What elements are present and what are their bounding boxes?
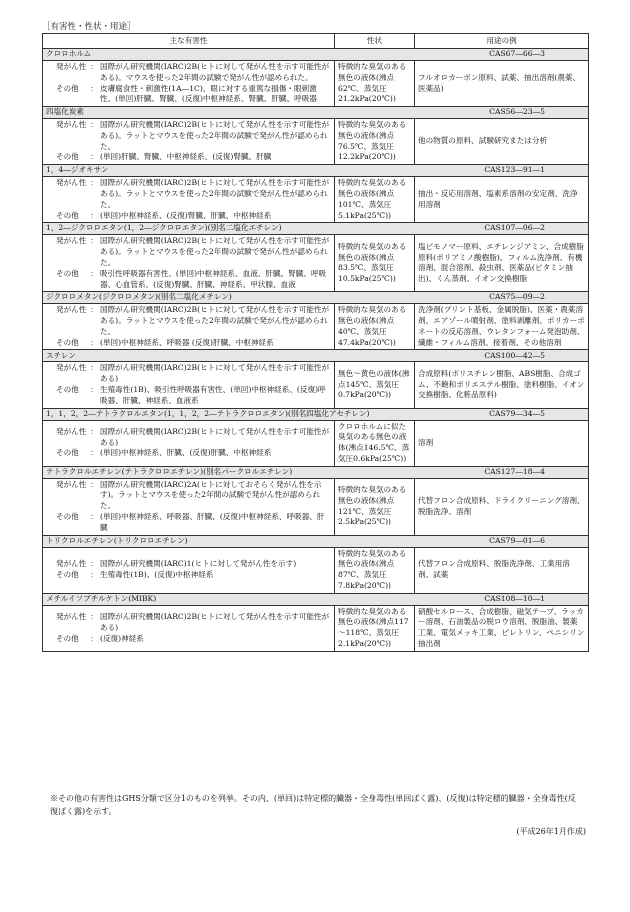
other-label: その他 [56, 384, 79, 394]
cas-number: CAS79―01―6 [489, 535, 545, 545]
chemical-name-cell [43, 350, 589, 362]
chemical-name-row [43, 535, 589, 547]
property-cell: 特徴的な臭気のある無色の液体(沸点76.5℃、蒸気圧12.2kPa(20℃)) [335, 119, 415, 165]
chemical-detail-row [43, 61, 589, 107]
other-hazard-text: (単回)中枢神経系、呼吸器 (反復)肝臓、中枢神経系 [100, 337, 274, 347]
chemical-detail-row [43, 362, 589, 408]
chemical-name: 1，2―ジクロロエタン(1，2―ジクロロエタン)(別名二塩化エチレン) [46, 223, 282, 233]
chemical-name-row [43, 107, 589, 119]
carcinogenic-text: 国際がん研究機関(IARC)2B(ヒトに対して発がん性を示す可能性がある) [100, 612, 330, 632]
chemical-name-row [43, 49, 589, 61]
use-cell: 硝酸セルロース、合成樹脂、磁気テープ、ラッカー溶剤、石油製品の脱ロウ溶剤、脱脂油、製薬工業、電気メッキ工業、ピレトリン、ペニシリン抽出剤 [415, 605, 589, 651]
table-caption: ［有害性・性状・用途］ [42, 22, 136, 32]
colon: ： [90, 512, 98, 521]
chemical-name: テトラクロルエチレン(テトラクロロエチレン)(別名パークロルエチレン) [46, 466, 293, 476]
colon: ： [90, 633, 98, 643]
other-hazard-text: (単回)中枢神経系、肝臓、(反復)肝臓、中枢神経系 [100, 448, 272, 458]
hazard-cell [43, 547, 335, 593]
hazard-cell [43, 119, 335, 165]
colon: ： [90, 120, 98, 130]
chemical-name: 1，1，2，2―テトラクロルエタン(1，1，2，2―テトラクロロエタン)(別名四塩化アセチレン) [46, 408, 370, 418]
chemical-detail-row [43, 420, 589, 466]
colon: ： [90, 426, 98, 436]
colon: ： [90, 83, 98, 93]
chemical-name-cell [43, 466, 589, 478]
colon: ： [90, 612, 98, 622]
property-cell: 特徴的な臭気のある無色の液体(沸点62℃、蒸気圧21.2kPa(20℃)) [335, 61, 415, 107]
colon: ： [90, 178, 98, 188]
chemical-name-row [43, 593, 589, 605]
carcinogenic-label: 発がん性 [56, 62, 87, 71]
property-cell: 特徴的な臭気のある無色の液体(沸点40℃、蒸気圧47.4kPa(20℃)) [335, 304, 415, 350]
chemical-name-cell [43, 107, 589, 119]
chemical-name-row [43, 165, 589, 177]
colon: ： [90, 152, 98, 162]
carcinogenic-label: 発がん性 [56, 236, 87, 246]
carcinogenic-text: 国際がん研究機関(IARC)1(ヒトに対して発がん性を示す) [100, 559, 297, 569]
colon: ： [90, 363, 98, 373]
hazard-cell [43, 177, 335, 223]
cas-number: CAS67―66―3 [489, 49, 545, 59]
other-label: その他 [56, 152, 79, 162]
chemical-detail-row [43, 235, 589, 292]
colon: ： [90, 479, 98, 489]
hazard-cell [43, 61, 335, 107]
use-cell: 代替フロン合成原料、脱脂洗浄剤、工業用溶剤、試薬 [415, 547, 589, 593]
creation-date: (平成26年1月作成) [516, 827, 586, 836]
property-cell: 特徴的な臭気のある無色の液体(沸点87℃、蒸気圧7.8kPa(20℃)) [335, 547, 415, 593]
chemical-name-row [43, 223, 589, 235]
chemical-detail-row [43, 304, 589, 350]
cas-number: CAS108―10―1 [484, 593, 545, 603]
cas-number: CAS100―42―5 [484, 350, 545, 360]
carcinogenic-label: 発がん性 [56, 178, 87, 188]
chemical-name: スチレン [46, 350, 76, 360]
other-label: その他 [56, 448, 79, 458]
chemical-name: トリクロルエチレン(トリクロロエチレン) [46, 535, 188, 545]
use-cell: 洗浄剤(プリント基板、金属脱脂)、医薬・農薬溶剤、エアゾール噴射剤、塗料剥離剤、ポリカーボネートの反応溶剤、ウレタンフォーム発泡助剤、繊維・フィルム溶剤、接着剤、その他溶剤 [415, 304, 589, 350]
colon: ： [90, 384, 98, 394]
chemical-detail-row [43, 119, 589, 165]
colon: ： [90, 236, 98, 246]
chemical-detail-row [43, 547, 589, 593]
carcinogenic-text: 国際がん研究機関(IARC)2B(ヒトに対して発がん性を示す可能性がある)。ラットとマウスを使った2年間の試験で発がん性が認められた。 [100, 120, 330, 151]
table-body [43, 49, 589, 652]
property-cell: 特徴的な臭気のある無色の液体(沸点117～118℃、蒸気圧2.1kPa(20℃)) [335, 605, 415, 651]
carcinogenic-label: 発がん性 [56, 479, 87, 489]
other-hazard-text: (単回)中枢神経系、(反復)腎臓、肝臓、中枢神経系 [100, 210, 272, 220]
other-hazard-text: (単回)肝臓、腎臓、中枢神経系、(反復)腎臓、肝臓 [100, 152, 272, 162]
cas-number: CAS56―23―5 [489, 107, 545, 117]
hazard-cell [43, 605, 335, 651]
chemical-name: 四塩化炭素 [46, 107, 84, 117]
chemical-name-row [43, 408, 589, 420]
header-hazard: 主な有害性 [43, 34, 335, 49]
colon: ： [90, 559, 98, 569]
other-label: その他 [56, 337, 79, 347]
other-label: その他 [56, 633, 79, 643]
chemical-name-row [43, 350, 589, 362]
colon: ： [90, 305, 98, 315]
chemical-name: クロロホルム [46, 49, 92, 59]
use-cell: 溶剤 [415, 420, 589, 466]
other-hazard-text: 皮膚腐食性・刺激性(1A―1C)、眼に対する重篤な損傷・眼刺激性、(単回)肝臓、腎臓、(反復)中枢神経系、腎臓、肝臓、呼吸器 [100, 83, 317, 104]
cas-number: CAS127―18―4 [484, 466, 545, 476]
cas-number: CAS107―06―2 [484, 223, 545, 233]
other-label: その他 [56, 512, 79, 521]
other-label: その他 [56, 570, 79, 580]
use-cell: 抽出・反応用溶剤、塩素系溶剤の安定剤、洗浄用溶剤 [415, 177, 589, 223]
property-cell: 無色～黄色の液体(沸点145℃、蒸気圧0.7kPa(20℃)) [335, 362, 415, 408]
use-cell: 他の物質の原料、試験研究または分析 [415, 119, 589, 165]
chemical-name-cell [43, 408, 589, 420]
colon: ： [90, 570, 98, 580]
carcinogenic-text: 国際がん研究機関(IARC)2A(ヒトに対しておそらく発がん性を示す)。ラットとマウスを使った2年間の試験で発がん性が認められた。 [100, 479, 322, 511]
chemical-detail-row [43, 605, 589, 651]
carcinogenic-label: 発がん性 [56, 426, 87, 436]
other-hazard-text: 吸引性呼吸器有害性、(単回)中枢神経系、血液、肝臓、腎臓、呼吸器、心血管系、(反復)腎臓、肝臓、神経系、甲状腺、血液 [100, 268, 327, 289]
header-row [43, 34, 589, 49]
hazard-cell [43, 235, 335, 292]
other-hazard-text: (反復)神経系 [100, 633, 144, 643]
other-hazard-text: 生殖毒性(1B)、(反復)中枢神経系 [100, 570, 214, 580]
cas-number: CAS75―09―2 [489, 292, 545, 302]
property-cell: 特徴的な臭気のある無色の液体(沸点83.5℃、蒸気圧10.5kPa(25℃)) [335, 235, 415, 292]
chemical-name-cell [43, 535, 589, 547]
colon: ： [90, 210, 98, 220]
hazard-cell [43, 362, 335, 408]
carcinogenic-text: 国際がん研究機関(IARC)2B(ヒトに対して発がん性を示す可能性がある) [100, 426, 330, 447]
carcinogenic-text: 国際がん研究機関(IARC)2B(ヒトに対して発がん性を示す可能性がある)。マウスを使った2年間の試験で発がん性が認められた。 [100, 62, 330, 82]
other-hazard-text: 生殖毒性(1B)、吸引性呼吸器有害性、(単回)中枢神経系、(反復)呼吸器、肝臓、神経系、血液系 [100, 384, 326, 405]
chemical-name-row [43, 292, 589, 304]
carcinogenic-text: 国際がん研究機関(IARC)2B(ヒトに対して発がん性を示す可能性がある)。ラットとマウスを使った2年間の試験で発がん性が認められた。 [100, 178, 330, 209]
footnote: ※その他の有害性はGHS分類で区分1のものを列挙。その内、(単回)は特定標的臓器・全身毒性(単回ばく露)、(反復)は特定標的臓器・全身毒性(反復ばく露)を示す。 [50, 794, 576, 816]
other-label: その他 [56, 268, 79, 278]
hazard-table [42, 33, 589, 652]
cas-number: CAS79―34―5 [489, 408, 545, 418]
chemical-name-cell [43, 223, 589, 235]
carcinogenic-label: 発がん性 [56, 363, 87, 373]
hazard-cell [43, 420, 335, 466]
header-use: 用途の例 [415, 34, 589, 49]
carcinogenic-label: 発がん性 [56, 559, 87, 569]
colon: ： [90, 448, 98, 458]
chemical-name: ジクロロメタン(ジクロロメタン)(別名二塩化メチレン) [46, 292, 232, 302]
colon: ： [90, 62, 98, 71]
use-cell: 塩ビモノマー原料、エチレンジアミン、合成樹脂原料(ポリアミノ酸樹脂)、フィルム洗浄剤、有機溶剤、混合溶剤、殺虫剤、医薬品(ビタミン抽出)、くん蒸剤、イオン交換樹脂 [415, 235, 589, 292]
carcinogenic-text: 国際がん研究機関(IARC)2B(ヒトに対して発がん性を示す可能性がある)。ラットとマウスを使った2年間の試験で発がん性が認められた。 [100, 236, 330, 267]
other-hazard-text: (単回)中枢神経系、呼吸器、肝臓、(反復)中枢神経系、呼吸器、肝臓 [100, 512, 325, 532]
other-label: その他 [56, 210, 79, 220]
carcinogenic-label: 発がん性 [56, 612, 87, 622]
property-cell: 特徴的な臭気のある無色の液体(沸点101℃、蒸気圧5.1kPa(25℃)) [335, 177, 415, 223]
chemical-name: 1，4―ジオキサン [46, 165, 109, 175]
use-cell: フルオロカーボン原料、試薬、抽出溶剤(農薬、医薬品) [415, 61, 589, 107]
carcinogenic-label: 発がん性 [56, 120, 87, 130]
cas-number: CAS123―91―1 [484, 165, 545, 175]
chemical-detail-row [43, 177, 589, 223]
chemical-name-cell [43, 165, 589, 177]
use-cell: 合成原料(ポリスチレン樹脂、ABS樹脂、合成ゴム、不飽和ポリエステル樹脂、塗料樹脂、イオン交換樹脂、化粧品原料) [415, 362, 589, 408]
property-cell: 特徴的な臭気のある無色の液体(沸点121℃、蒸気圧2.5kPa(25℃)) [335, 478, 415, 535]
chemical-detail-row [43, 478, 589, 535]
chemical-name-cell [43, 49, 589, 61]
property-cell: クロロホルムに似た臭気のある無色の液体(沸点146.5℃、蒸気圧0.6kPa(25℃)) [335, 420, 415, 466]
carcinogenic-text: 国際がん研究機関(IARC)2B(ヒトに対して発がん性を示す可能性がある) [100, 363, 330, 384]
other-label: その他 [56, 83, 79, 93]
hazard-cell [43, 478, 335, 535]
chemical-name: メチルイソブチルケトン(MIBK) [46, 593, 157, 603]
chemical-name-cell [43, 593, 589, 605]
hazard-cell [43, 304, 335, 350]
chemical-name-cell [43, 292, 589, 304]
use-cell: 代替フロン合成原料、ドライクリーニング溶剤、脱脂洗浄、溶剤 [415, 478, 589, 535]
carcinogenic-text: 国際がん研究機関(IARC)2B(ヒトに対して発がん性を示す可能性がある)。ラットとマウスを使った2年間の試験で発がん性が認められた。 [100, 305, 330, 336]
carcinogenic-label: 発がん性 [56, 305, 87, 315]
chemical-name-row [43, 466, 589, 478]
header-property: 性状 [335, 34, 415, 49]
colon: ： [90, 268, 98, 278]
colon: ： [90, 337, 98, 347]
